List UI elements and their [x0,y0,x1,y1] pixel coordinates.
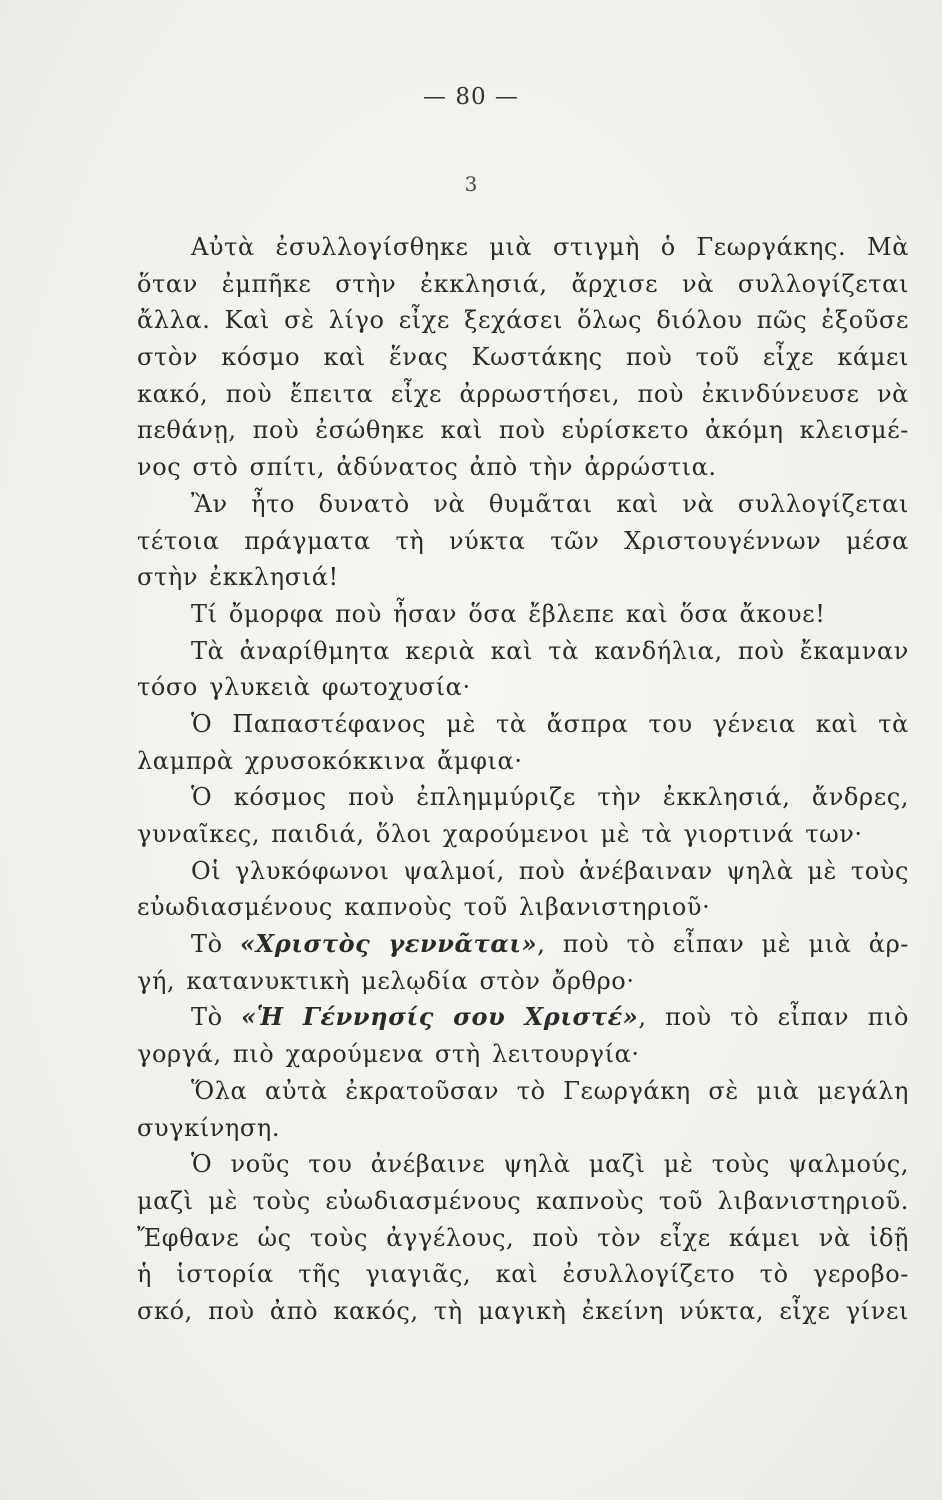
text-line: ἄλλα. Καὶ σὲ λίγο εἶχε ξεχάσει ὅλως διόλου πῶς ἐξοῦσε [137,306,909,335]
text-line: τόσο γλυκειὰ φωτοχυσία· [137,673,471,702]
text-line: στὸν κόσμο καὶ ἕνας Κωστάκης ποὺ τοῦ εἶχε κάμει [137,343,909,372]
text-line: Τὸ «Ἡ Γέννησίς σου Χριστέ», ποὺ τὸ εἶπαν πιὸ [191,1002,909,1032]
text-line: Ὁ νοῦς του ἀνέβαινε ψηλὰ μαζὶ μὲ τοὺς ψαλμούς, [191,1150,909,1179]
text-line: γή, κατανυκτικὴ μελῳδία στὸν ὄρθρο· [137,966,635,995]
text-line: συγκίνηση. [137,1113,281,1142]
text-line: Οἱ γλυκόφωνοι ψαλμοί, ποὺ ἀνέβαιναν ψηλὰ μὲ τοὺς [191,856,909,885]
body-text [137,229,909,1330]
text-line: Τὰ ἀναρίθμητα κεριὰ καὶ τὰ κανδήλια, ποὺ ἔκαμναν [191,636,909,665]
text-line: Ἔφθανε ὡς τοὺς ἀγγέλους, ποὺ τὸν εἶχε κάμει νὰ ἰδῇ [137,1223,909,1252]
page-number: — 80 — [423,84,519,110]
text-line: εὐωδιασμένους καπνοὺς τοῦ λιβανιστηριοῦ· [137,893,711,922]
text-line: μαζὶ μὲ τοὺς εὐωδιασμένους καπνοὺς τοῦ λιβανιστηριοῦ. [137,1186,909,1215]
text-line: πεθάνῃ, ποὺ ἐσώθηκε καὶ ποὺ εὑρίσκετο ἀκόμη κλεισμέ- [137,416,909,445]
text-line: σκό, ποὺ ἀπὸ κακός, τὴ μαγικὴ ἐκείνη νύκτα, εἶχε γίνει [137,1296,909,1325]
text-line: Αὐτὰ ἐσυλλογίσθηκε μιὰ στιγμὴ ὁ Γεωργάκης. Μὰ [191,233,909,261]
text-line: γοργά, πιὸ χαρούμενα στὴ λειτουργία· [137,1040,640,1069]
text-line: τέτοια πράγματα τὴ νύκτα τῶν Χριστουγέννων μέσα [137,526,909,555]
text-line: κακό, ποὺ ἔπειτα εἶχε ἀρρωστήσει, ποὺ ἐκινδύνευσε νὰ [137,379,909,408]
text-line: γυναῖκες, παιδιά, ὅλοι χαρούμενοι μὲ τὰ γιορτινά των· [137,820,863,848]
text-line: Ὁ κόσμος ποὺ ἐπλημμύριζε τὴν ἐκκλησιά, ἄνδρες, [191,783,909,812]
text-line: Τί ὄμορφα ποὺ ἦσαν ὅσα ἔβλεπε καὶ ὅσα ἄκουε! [191,599,826,628]
text-line: Ἂν ἦτο δυνατὸ νὰ θυμᾶται καὶ νὰ συλλογίζεται [191,489,909,518]
text-line: Τὸ «Χριστὸς γεννᾶται», ποὺ τὸ εἶπαν μὲ μιὰ ἀρ- [191,929,909,959]
section-number: 3 [464,172,478,196]
text-line: στὴν ἐκκλησιά! [137,563,339,592]
text-line: νος στὸ σπίτι, ἀδύνατος ἀπὸ τὴν ἀρρώστια. [137,453,717,482]
text-line: ὅταν ἐμπῆκε στὴν ἐκκλησιά, ἄρχισε νὰ συλλογίζεται [137,269,909,298]
text-line: Ὁ Παπαστέφανος μὲ τὰ ἄσπρα του γένεια καὶ τὰ [191,709,909,738]
text-line: Ὅλα αὐτὰ ἐκρατοῦσαν τὸ Γεωργάκη σὲ μιὰ μεγάλη [191,1076,909,1105]
text-line: λαμπρὰ χρυσοκόκκινα ἄμφια· [137,746,523,775]
text-line: ἡ ἱστορία τῆς γιαγιᾶς, καὶ ἐσυλλογίζετο τὸ γεροβο- [137,1260,909,1289]
